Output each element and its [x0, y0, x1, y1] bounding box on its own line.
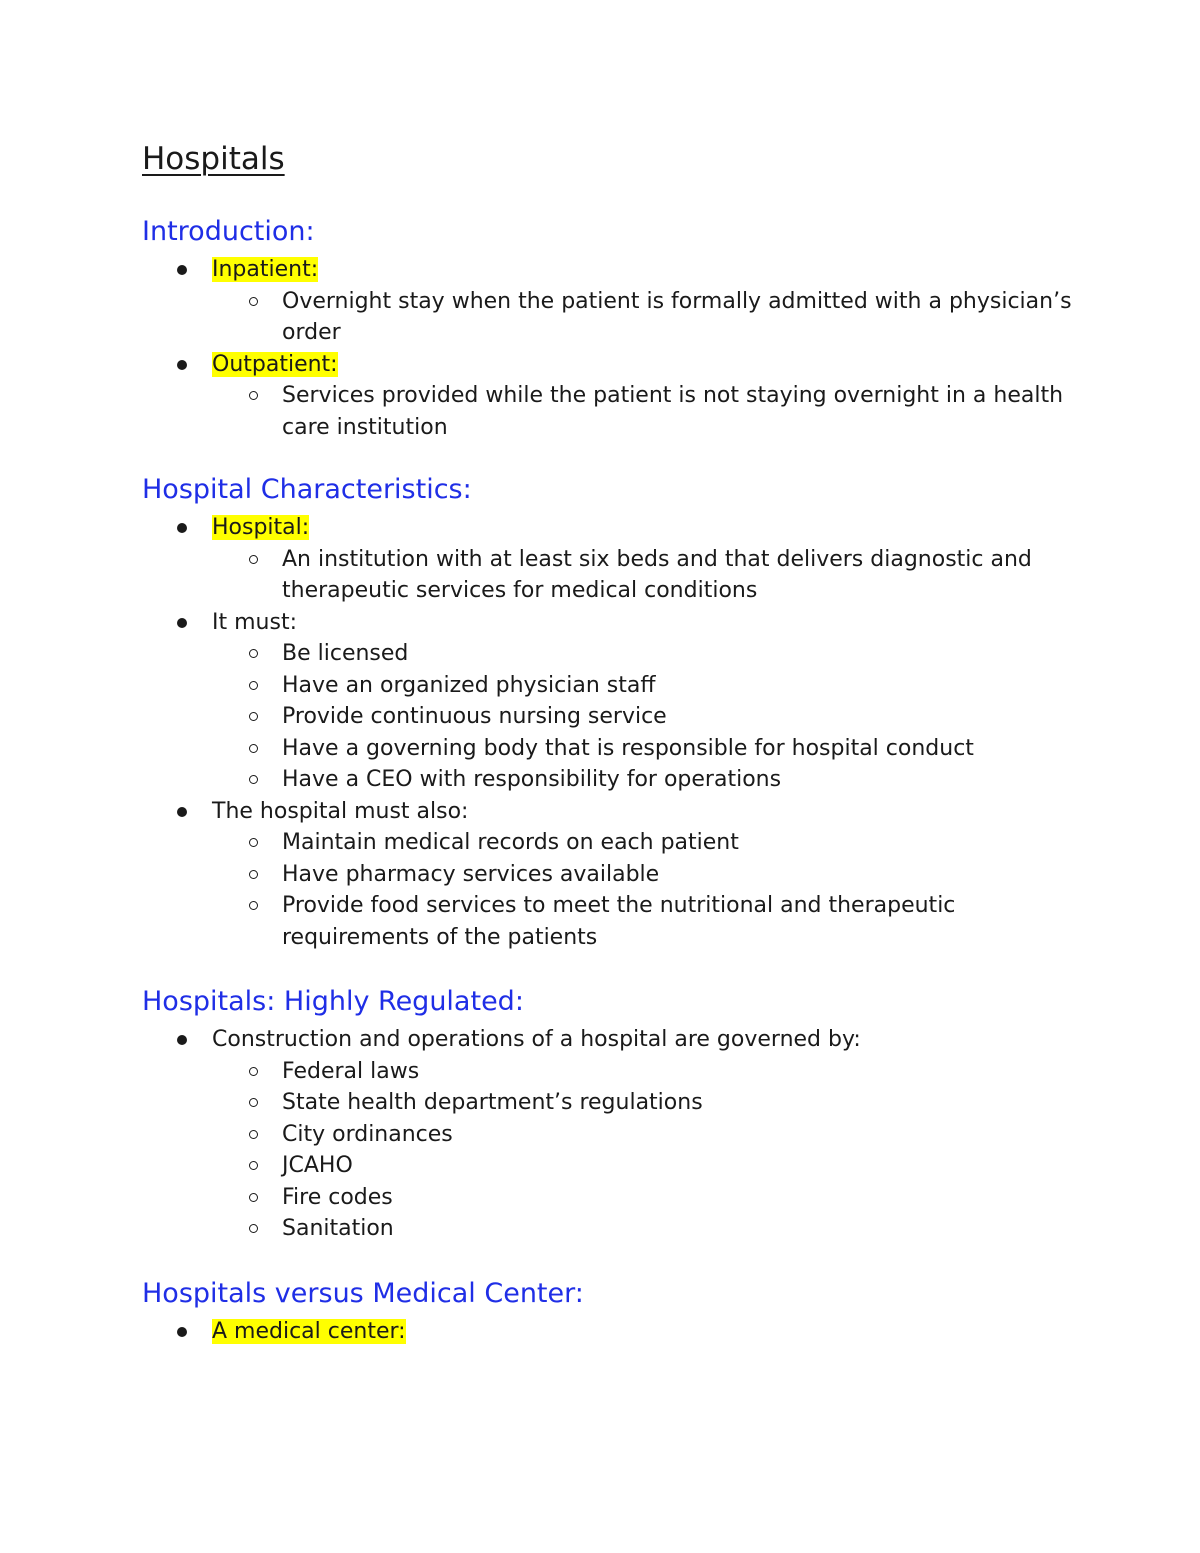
circle-bullet-icon [249, 1130, 258, 1139]
sub-item-text: Fire codes [282, 1184, 393, 1210]
sub-item-text: Federal laws [282, 1058, 420, 1084]
bullet-icon [177, 1327, 187, 1337]
section-heading: Introduction: [142, 216, 315, 247]
circle-bullet-icon [249, 1098, 258, 1107]
sub-item-text: Maintain medical records on each patient [282, 830, 739, 855]
sub-item-text: Have a governing body that is responsible for hospital conduct [282, 735, 974, 761]
sub-list-item [212, 1119, 1082, 1151]
sub-list-item [212, 1213, 1082, 1245]
sub-item-text: City ordinances [282, 1121, 453, 1147]
sub-item-text: Sanitation [282, 1216, 394, 1241]
bullet-list [142, 254, 1082, 443]
circle-bullet-icon [249, 870, 258, 879]
sub-item-text: Overnight stay when the patient is formally admitted with a physician’s order [282, 288, 1072, 345]
sub-list-item [212, 890, 1082, 953]
sub-list-item [212, 1087, 1082, 1119]
bullet-list [142, 512, 1082, 953]
sub-list-item [212, 1182, 1082, 1214]
sub-item-text: Have a CEO with responsibility for operations [282, 767, 782, 792]
highlighted-term: Hospital: [212, 515, 310, 540]
circle-bullet-icon [249, 649, 258, 658]
sub-list [212, 827, 1082, 953]
bullet-list [142, 1316, 1082, 1348]
bullet-icon [177, 523, 187, 533]
sub-list-item [212, 380, 1082, 443]
sub-item-text: Have pharmacy services available [282, 861, 660, 887]
bullet-icon [177, 265, 187, 275]
circle-bullet-icon [249, 1193, 258, 1202]
list-item-text: It must: [212, 609, 297, 635]
sub-item-text: Provide food services to meet the nutritional and therapeutic requirements of the patients [282, 893, 956, 950]
circle-bullet-icon [249, 391, 258, 400]
section-highly-regulated [142, 984, 1082, 1245]
section-heading: Hospitals versus Medical Center: [142, 1278, 584, 1309]
circle-bullet-icon [249, 744, 258, 753]
section-heading: Hospitals: Highly Regulated: [142, 986, 524, 1017]
sub-list-item [212, 544, 1082, 607]
sub-item-text: State health department’s regulations [282, 1090, 703, 1115]
sub-list-item [212, 670, 1082, 702]
bullet-icon [177, 360, 187, 370]
sub-list-item [212, 1150, 1082, 1182]
circle-bullet-icon [249, 712, 258, 721]
sub-item-text: Provide continuous nursing service [282, 704, 667, 729]
sub-list [212, 638, 1082, 796]
sub-list-item [212, 859, 1082, 891]
sub-list-item [212, 286, 1082, 349]
circle-bullet-icon [249, 681, 258, 690]
page-title: Hospitals [142, 141, 285, 177]
section-hospitals-vs-medical-center [142, 1276, 1082, 1348]
list-item [142, 796, 1082, 954]
bullet-list [142, 1024, 1082, 1245]
sub-item-text: JCAHO [282, 1153, 353, 1178]
sub-list-item [212, 733, 1082, 765]
circle-bullet-icon [249, 1161, 258, 1170]
sub-item-text: An institution with at least six beds and that delivers diagnostic and therapeutic services for medical conditions [282, 546, 1032, 603]
section-introduction [142, 214, 1082, 443]
bullet-icon [177, 1035, 187, 1045]
list-item [142, 512, 1082, 607]
list-item [142, 254, 1082, 349]
list-item [142, 1316, 1082, 1348]
sub-item-text: Services provided while the patient is not staying overnight in a health care institution [282, 383, 1064, 440]
sub-list-item [212, 701, 1082, 733]
bullet-icon [177, 618, 187, 628]
bullet-icon [177, 807, 187, 817]
sub-list-item [212, 638, 1082, 670]
list-item [142, 1024, 1082, 1245]
circle-bullet-icon [249, 1224, 258, 1233]
sub-list [212, 380, 1082, 443]
sub-list-item [212, 764, 1082, 796]
circle-bullet-icon [249, 555, 258, 564]
highlighted-term: A medical center: [212, 1319, 406, 1344]
circle-bullet-icon [249, 901, 258, 910]
sub-item-text: Have an organized physician staff [282, 672, 656, 698]
circle-bullet-icon [249, 297, 258, 306]
highlighted-term: Outpatient: [212, 351, 338, 377]
circle-bullet-icon [249, 838, 258, 847]
section-heading: Hospital Characteristics: [142, 474, 472, 505]
sub-list [212, 1056, 1082, 1245]
list-item-text: The hospital must also: [212, 798, 469, 824]
list-item [142, 607, 1082, 796]
circle-bullet-icon [249, 1067, 258, 1076]
sub-list [212, 544, 1082, 607]
list-item [142, 349, 1082, 444]
sub-list-item [212, 827, 1082, 859]
list-item-text: Construction and operations of a hospital are governed by: [212, 1027, 861, 1052]
sub-list [212, 286, 1082, 349]
circle-bullet-icon [249, 775, 258, 784]
sub-list-item [212, 1056, 1082, 1088]
sub-item-text: Be licensed [282, 641, 409, 666]
section-hospital-characteristics [142, 472, 1082, 953]
highlighted-term: Inpatient: [212, 257, 319, 282]
